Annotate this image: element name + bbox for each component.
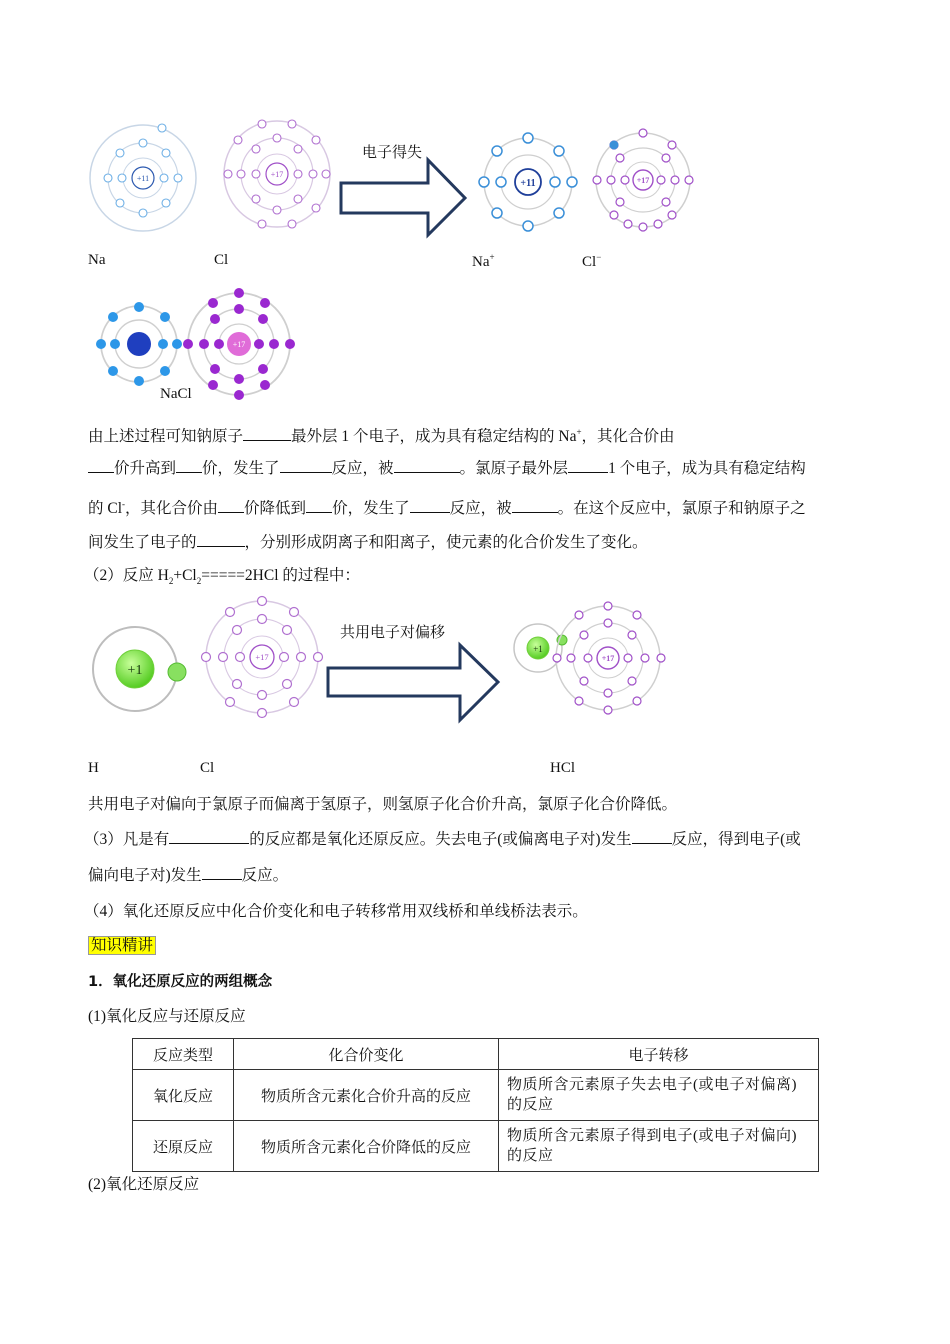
para1-line2: 价升高到 价，发生了 反应，被 。氯原子最外层 1 个电子，成为具有稳定结构 [88,458,806,479]
table-header: 化合价变化 [234,1039,499,1070]
blank [632,829,672,844]
table-cell: 物质所含元素原子失去电子(或电子对偏离)的反应 [499,1070,819,1121]
cl-nucleus-charge: +17 [270,170,284,179]
h-atom-diagram [93,627,186,711]
cl-ion-nucleus-charge: +17 [636,176,650,185]
item3-line2: 偏向电子对)发生 反应。 [88,867,289,884]
table-cell: 还原反应 [133,1121,234,1172]
label-na-ion: Na+ [472,252,495,270]
para1-line4: 间发生了电子的 ，分别形成阴离子和阳离子，使元素的化合价发生了变化。 [88,534,648,551]
blank [280,458,332,473]
subheading2: (2)氧化还原反应 [88,1176,200,1193]
blank [202,865,242,880]
na-ion-diagram [479,133,577,231]
blank [218,498,244,513]
figure-electron-pair-shift [0,590,950,750]
table-row [133,1070,819,1121]
cl-atom-diagram-2 [202,597,323,718]
blank [410,498,450,513]
label-cl-ion: Cl− [582,252,602,270]
blank [197,532,245,547]
nacl-cl-nucleus-charge: +17 [232,340,246,349]
arrow-label-pair-shift: 共用电子对偏移 [340,625,446,641]
item3-line1: （3）凡是有 的反应都是氧化还原反应。失去电子(或偏离电子对)发生 反应，得到电子(或 [84,831,801,848]
item2-reaction: （2）反应 $H_2+Cl_2=====2HCl$ 的过程中： [84,567,360,587]
figure-electron-transfer [0,0,950,410]
h-nucleus-charge: +1 [127,663,143,678]
para1-line1: 由上述过程可知钠原子 最外层 1 个电子，成为具有稳定结构的 Na+，其化合价由 [88,427,675,446]
table-cell: 物质所含元素化合价升高的反应 [234,1070,499,1121]
hcl-diagram [514,602,665,714]
table-row [133,1121,819,1172]
label-na: Na [88,252,106,268]
blank [306,498,332,513]
label-hcl: HCl [550,760,576,776]
table-header-row [133,1039,819,1070]
cl-nucleus-charge-2: +17 [255,652,269,662]
section-tag: 知识精讲 [88,936,156,956]
para1-line3: 的 Cl-，其化合价由 价降低到 价，发生了 反应，被 。在这个反应中，氯原子和钠原子之 [88,499,806,518]
heading1: 1．氧化还原反应的两组概念 [88,974,273,990]
arrow-label-electron-transfer: 电子得失 [362,145,423,161]
table-cell: 物质所含元素原子得到电子(或电子对偏向)的反应 [499,1121,819,1172]
blank [568,458,608,473]
table-cell: 物质所含元素化合价降低的反应 [234,1121,499,1172]
blank [88,458,114,473]
transfer-arrow [341,160,465,235]
table-cell: 氧化反应 [133,1070,234,1121]
blank [243,426,291,441]
nacl-diagram [96,288,295,400]
para2: 共用电子对偏向于氯原子而偏离于氢原子，则氢原子化合价升高，氯原子化合价降低。 [88,796,678,813]
shift-arrow [328,645,498,720]
blank [176,458,202,473]
label-cl-2: Cl [200,760,215,776]
na-nucleus-charge: +11 [136,174,150,183]
na-atom-diagram [90,124,196,231]
label-h: H [88,760,99,776]
hcl-cl-nucleus-charge: +17 [601,654,615,663]
cl-ion-diagram [593,129,693,231]
item4: （4）氧化还原反应中化合价变化和电子转移常用双线桥和单线桥法表示。 [84,903,588,920]
na-ion-nucleus-charge: +11 [520,178,536,189]
subheading1: (1)氧化反应与还原反应 [88,1008,246,1025]
table-header: 电子转移 [499,1039,819,1070]
label-cl: Cl [214,252,229,268]
cl-atom-diagram [224,120,330,228]
blank [394,458,460,473]
blank [169,829,249,844]
table-header: 反应类型 [133,1039,234,1070]
label-nacl: NaCl [160,386,192,402]
hcl-h-nucleus-charge: +1 [533,644,543,654]
blank [512,498,558,513]
concept-table [132,1038,819,1172]
